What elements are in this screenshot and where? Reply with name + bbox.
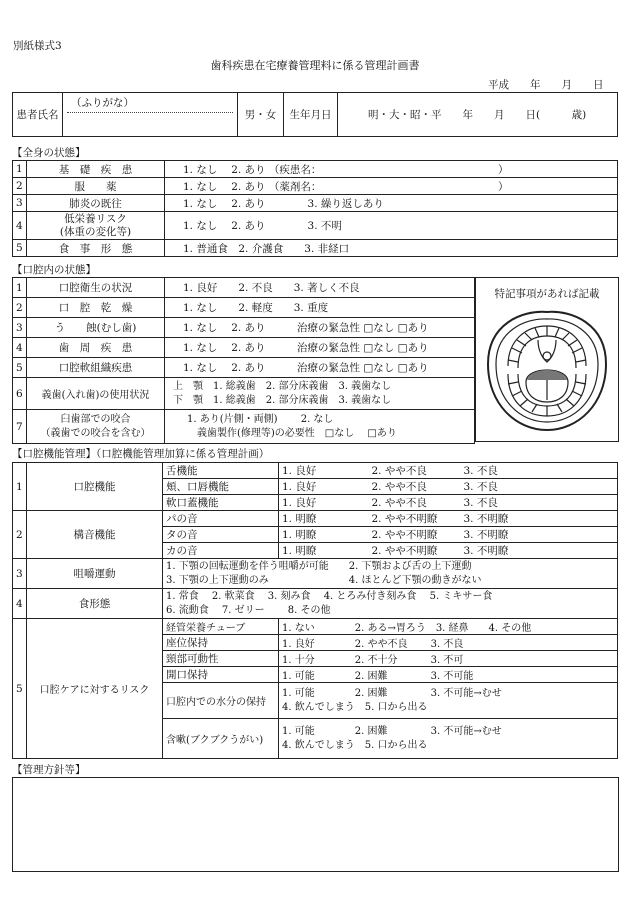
table-row: 2 構音機能 パの音 1. 明瞭 2. やや不明瞭 3. 不明瞭 [13, 511, 618, 527]
dob-label: 生年月日 [284, 93, 338, 137]
table-row: 3 肺炎の既往 1. なし 2. あり 3. 繰り返しあり [13, 195, 618, 212]
table-row: 頬、口唇機能 1. 良好 2. やや不良 3. 不良 [13, 479, 618, 495]
notes-label: 特記事項があれば記載 [494, 288, 600, 300]
table-row: 軟口蓋機能 1. 良好 2. やや不良 3. 不良 [13, 495, 618, 511]
oral-function-table [12, 462, 618, 759]
furigana-label: （ふりがな） [71, 97, 134, 109]
section-general-header: 【全身の状態】 [12, 147, 86, 159]
table-row: 7 臼歯部での咬合 （義歯での咬合を含む） 1. あり(片側・両側) 2. なし 義歯製作(修理等)の必要性 □なし □あり [13, 410, 475, 444]
page-title: 歯科疾患在宅療養管理料に係る管理計画書 [210, 59, 420, 72]
table-row: 4 食形態 1. 常食 2. 軟菜食 3. 刻み食 4. とろみ付き刻み食 5. ミキサー食 6. 流動食 7. ゼリー 8. その他 [13, 589, 618, 619]
table-row: 口腔内での水分の保持 1. 可能 2. 困難 3. 不可能→むせ 4. 飲んでしまう 5. 口から出る [13, 683, 618, 719]
patient-table [12, 92, 618, 137]
notes-box[interactable] [475, 277, 619, 442]
table-row: カの音 1. 明瞭 2. やや不明瞭 3. 不明瞭 [13, 543, 618, 559]
table-row: 3 咀嚼運動 1. 下顎の回転運動を伴う咀嚼が可能 2. 下顎および舌の上下運動 3. 下顎の上下運動のみ 4. ほとんど下顎の動きがない [13, 559, 618, 589]
table-row: 1 口腔機能 舌機能 1. 良好 2. やや不良 3. 不良 [13, 463, 618, 479]
table-row: 1 口腔衛生の状況 1. 良好 2. 不良 3. 著しく不良 [13, 278, 475, 298]
gender-select[interactable]: 男・女 [238, 93, 284, 137]
table-row: 座位保持 1. 良好 2. やや不良 3. 不良 [13, 635, 618, 651]
dob-field[interactable]: 明・大・昭・平 年 月 日( 歳) [338, 93, 618, 137]
table-row: 開口保持 1. 可能 2. 困難 3. 不可能 [13, 667, 618, 683]
table-row: 4 低栄養リスク (体重の変化等) 1. なし 2. あり 3. 不明 [13, 212, 618, 240]
section-oral-function-header: 【口腔機能管理】（口腔機能管理加算に係る管理計画） [12, 448, 270, 460]
form-label: 別紙様式3 [13, 40, 62, 52]
section-policy-header: 【管理方針等】 [12, 764, 86, 776]
table-row: 含嗽(ブクブクうがい) 1. 可能 2. 困難 3. 不可能→むせ 4. 飲んでしまう 5. 口から出る [13, 719, 618, 759]
section-oral-header: 【口腔内の状態】 [12, 264, 96, 276]
table-row: 1 基 礎 疾 患 1. なし 2. あり （疾患名： ） [13, 161, 618, 178]
general-status-table [12, 160, 618, 257]
patient-name-label: 患者氏名 [13, 93, 63, 137]
table-row: 4 歯 周 疾 患 1. なし 2. あり 治療の緊急性 □なし □あり [13, 338, 475, 358]
patient-name-field[interactable] [63, 93, 238, 137]
table-row: 5 口腔ケアに対するリスク 経管栄養チューブ 1. ない 2. ある→胃ろう 3. 経鼻 4. その他 [13, 619, 618, 635]
table-row: 3 う 蝕(むし歯) 1. なし 2. あり 治療の緊急性 □なし □あり [13, 318, 475, 338]
policy-notes-field[interactable] [12, 777, 619, 872]
table-row: 5 口腔軟組織疾患 1. なし 2. あり 治療の緊急性 □なし □あり [13, 358, 475, 378]
date-line: 平成 年 月 日 [488, 79, 604, 91]
table-row: タの音 1. 明瞭 2. やや不明瞭 3. 不明瞭 [13, 527, 618, 543]
table-row: 2 服 薬 1. なし 2. あり （薬剤名： ） [13, 178, 618, 195]
table-row: 2 口 腔 乾 燥 1. なし 2. 軽度 3. 重度 [13, 298, 475, 318]
table-row: 5 食 事 形 態 1. 普通食 2. 介護食 3. 非経口 [13, 240, 618, 257]
oral-status-table [12, 277, 475, 444]
table-row: 頸部可動性 1. 十分 2. 不十分 3. 不可 [13, 651, 618, 667]
mouth-diagram-icon [482, 304, 612, 436]
table-row: 6 義歯(入れ歯)の使用状況 上 顎 1. 総義歯 2. 部分床義歯 3. 義歯なし 下 顎 1. 総義歯 2. 部分床義歯 3. 義歯なし [13, 378, 475, 410]
